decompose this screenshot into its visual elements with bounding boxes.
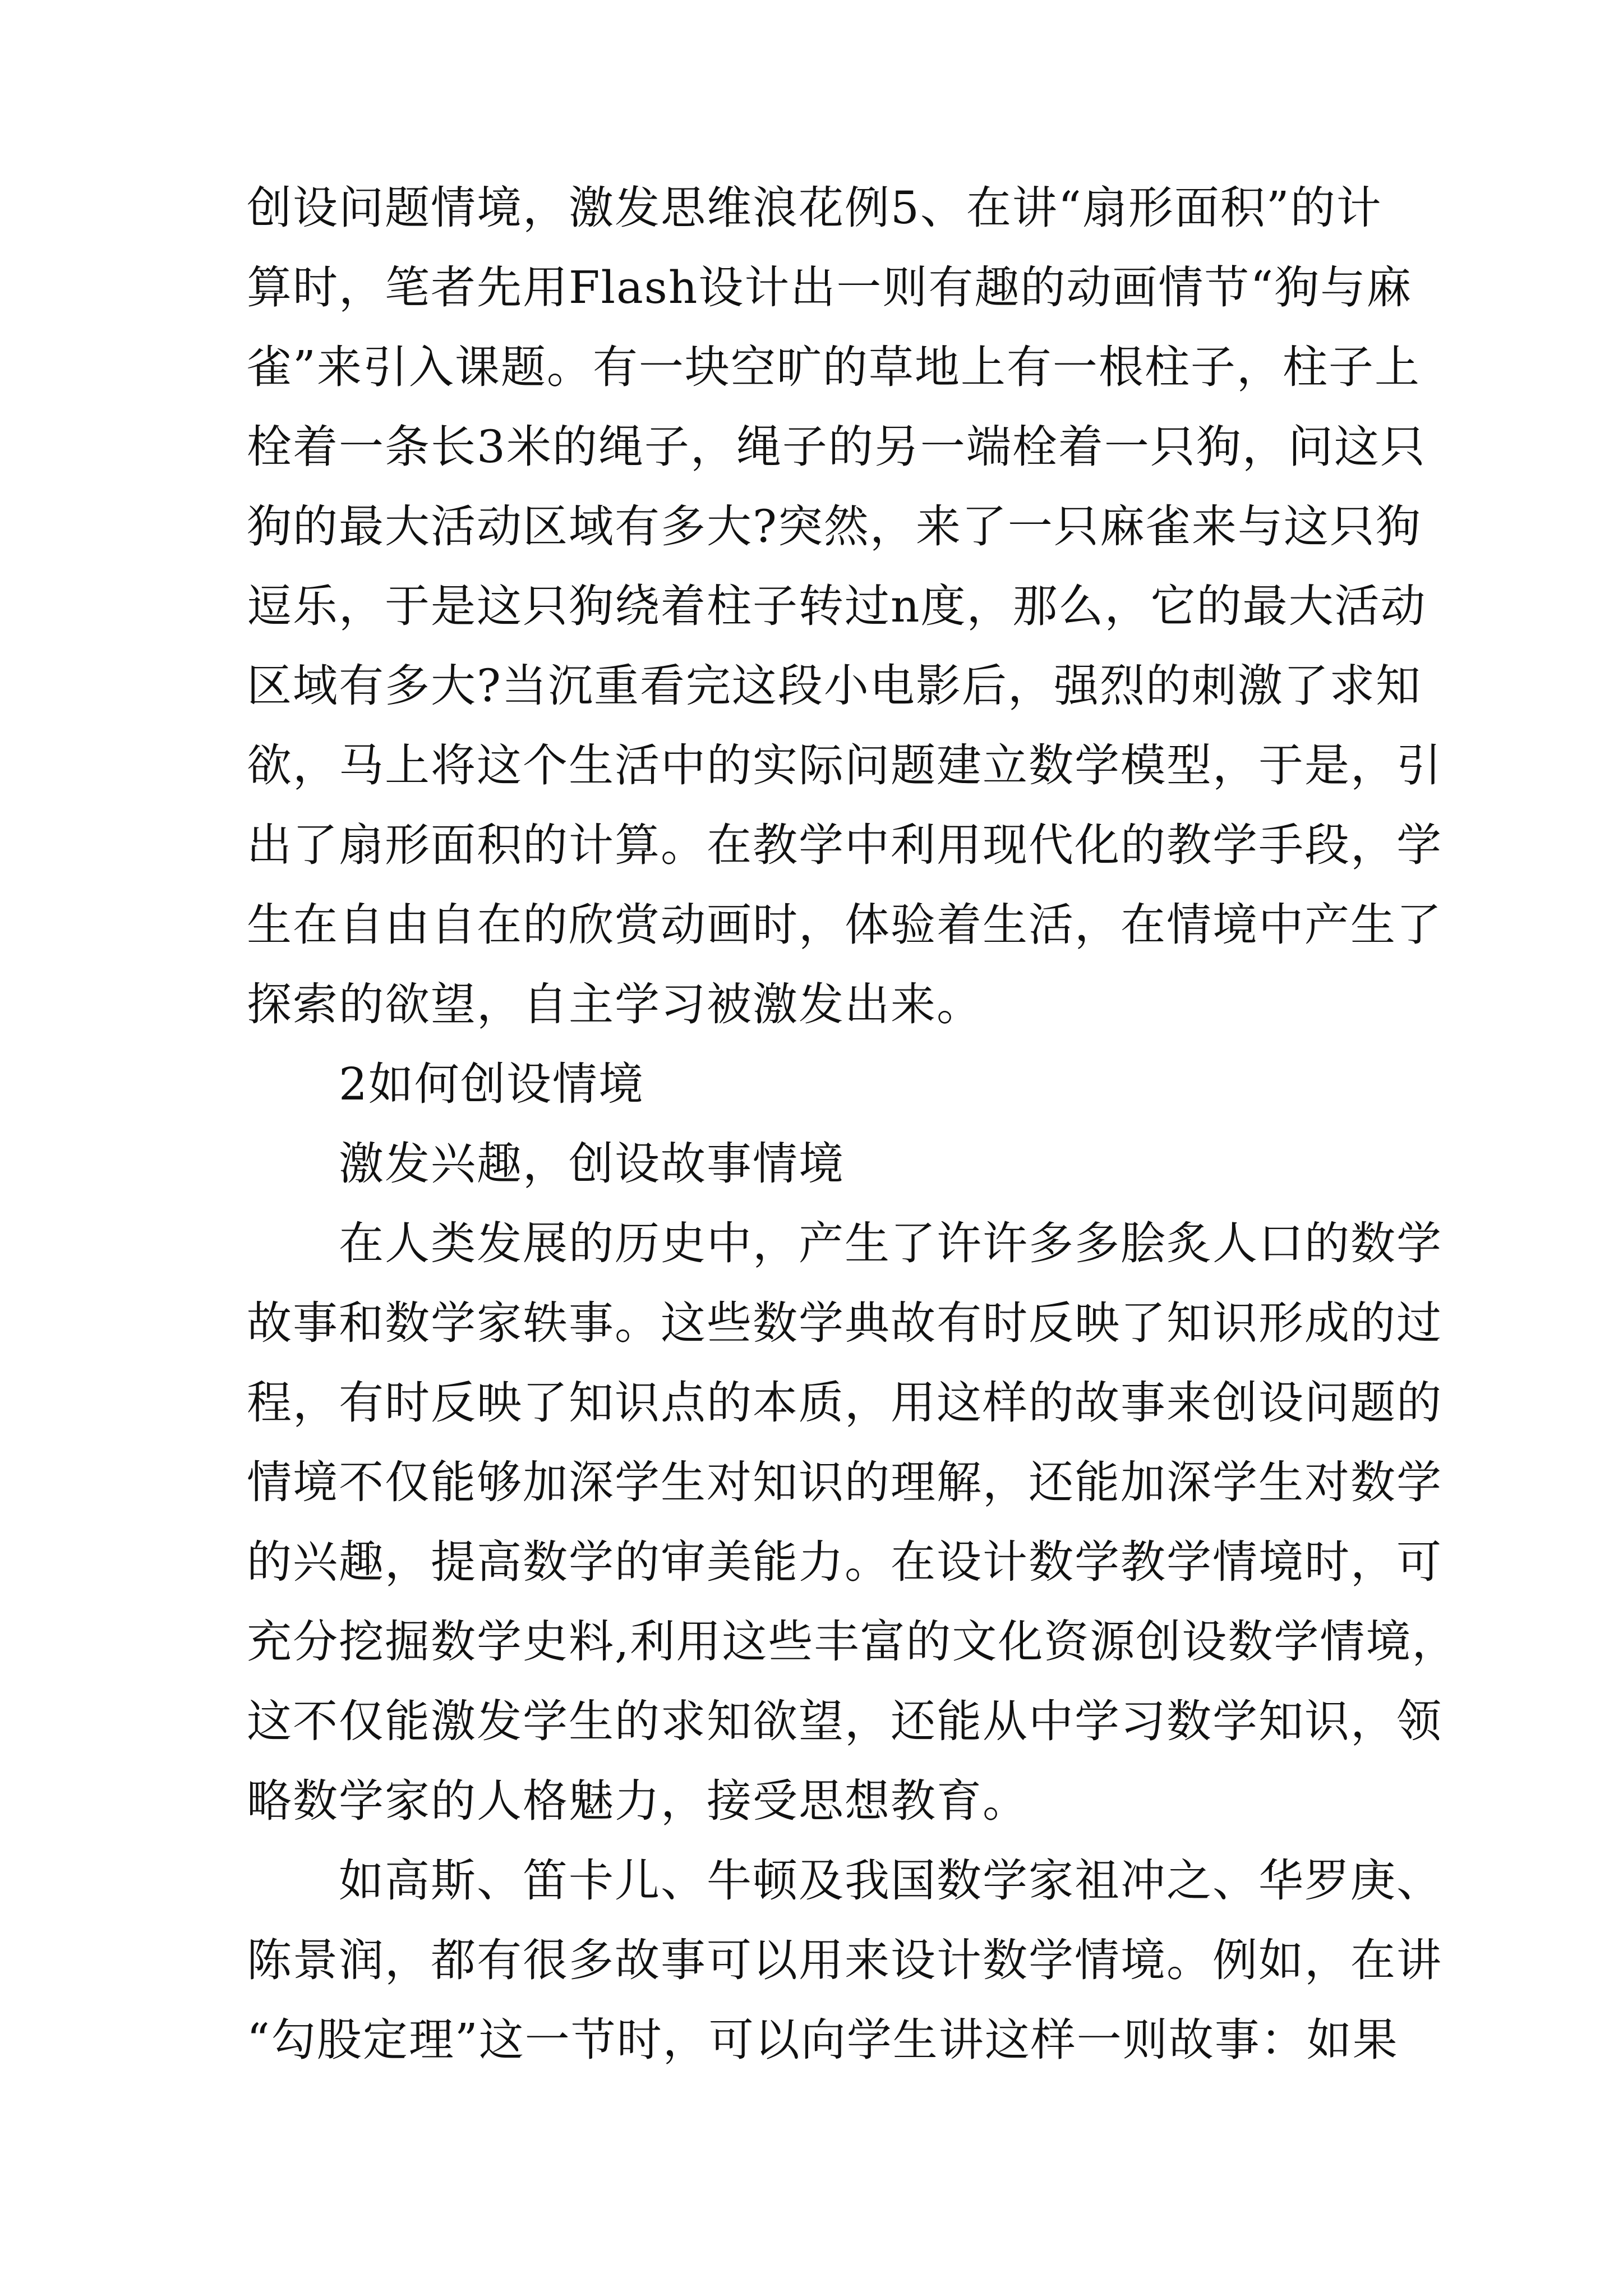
text-line: “勾股定理”这一节时，可以向学生讲这样一则故事：如果 — [247, 2014, 1399, 2066]
text-line: 创设问题情境，激发思维浪花例5、在讲“扇形面积”的计 — [247, 182, 1382, 234]
text-line: 生在自由自在的欣赏动画时，体验着生活，在情境中产生了 — [247, 899, 1442, 951]
text-line: 略数学家的人格魅力，接受思想教育。 — [247, 1775, 1029, 1827]
subsection-heading: 激发兴趣，创设故事情境 — [247, 1138, 845, 1190]
text-line: 栓着一条长3米的绳子，绳子的另一端栓着一只狗，问这只 — [247, 421, 1426, 473]
text-line: 这不仅能激发学生的求知欲望，还能从中学习数学知识，领 — [247, 1695, 1442, 1747]
text-line: 的兴趣，提高数学的审美能力。在设计数学教学情境时，可 — [247, 1536, 1442, 1588]
text-line: 如高斯、笛卡儿、牛顿及我国数学家祖冲之、华罗庚、 — [247, 1855, 1442, 1907]
section-heading: 2如何创设情境 — [247, 1058, 644, 1110]
text-line: 区域有多大?当沉重看完这段小电影后，强烈的刺激了求知 — [247, 660, 1422, 712]
text-line: 陈景润，都有很多故事可以用来设计数学情境。例如，在讲 — [247, 1934, 1442, 1986]
text-line: 在人类发展的历史中，产生了许许多多脍炙人口的数学 — [247, 1217, 1442, 1269]
text-line: 算时，笔者先用Flash设计出一则有趣的动画情节“狗与麻 — [247, 261, 1413, 314]
text-line: 狗的最大活动区域有多大?突然，来了一只麻雀来与这只狗 — [247, 500, 1422, 553]
text-line: 充分挖掘数学史料,利用这些丰富的文化资源创设数学情境， — [247, 1616, 1458, 1668]
text-line: 欲，马上将这个生活中的实际问题建立数学模型，于是，引 — [247, 739, 1442, 792]
text-line: 程，有时反映了知识点的本质，用这样的故事来创设问题的 — [247, 1377, 1442, 1429]
text-line: 情境不仅能够加深学生对知识的理解，还能加深学生对数学 — [247, 1456, 1442, 1508]
text-line: 逗乐，于是这只狗绕着柱子转过n度，那么，它的最大活动 — [247, 580, 1427, 632]
body-text — [247, 168, 1458, 2080]
text-line: 探索的欲望，自主学习被激发出来。 — [247, 978, 983, 1030]
text-line: 故事和数学家轶事。这些数学典故有时反映了知识形成的过 — [247, 1297, 1442, 1349]
text-line: 出了扇形面积的计算。在教学中利用现代化的教学手段，学 — [247, 819, 1442, 871]
text-line: 雀”来引入课题。有一块空旷的草地上有一根柱子，柱子上 — [247, 341, 1421, 393]
